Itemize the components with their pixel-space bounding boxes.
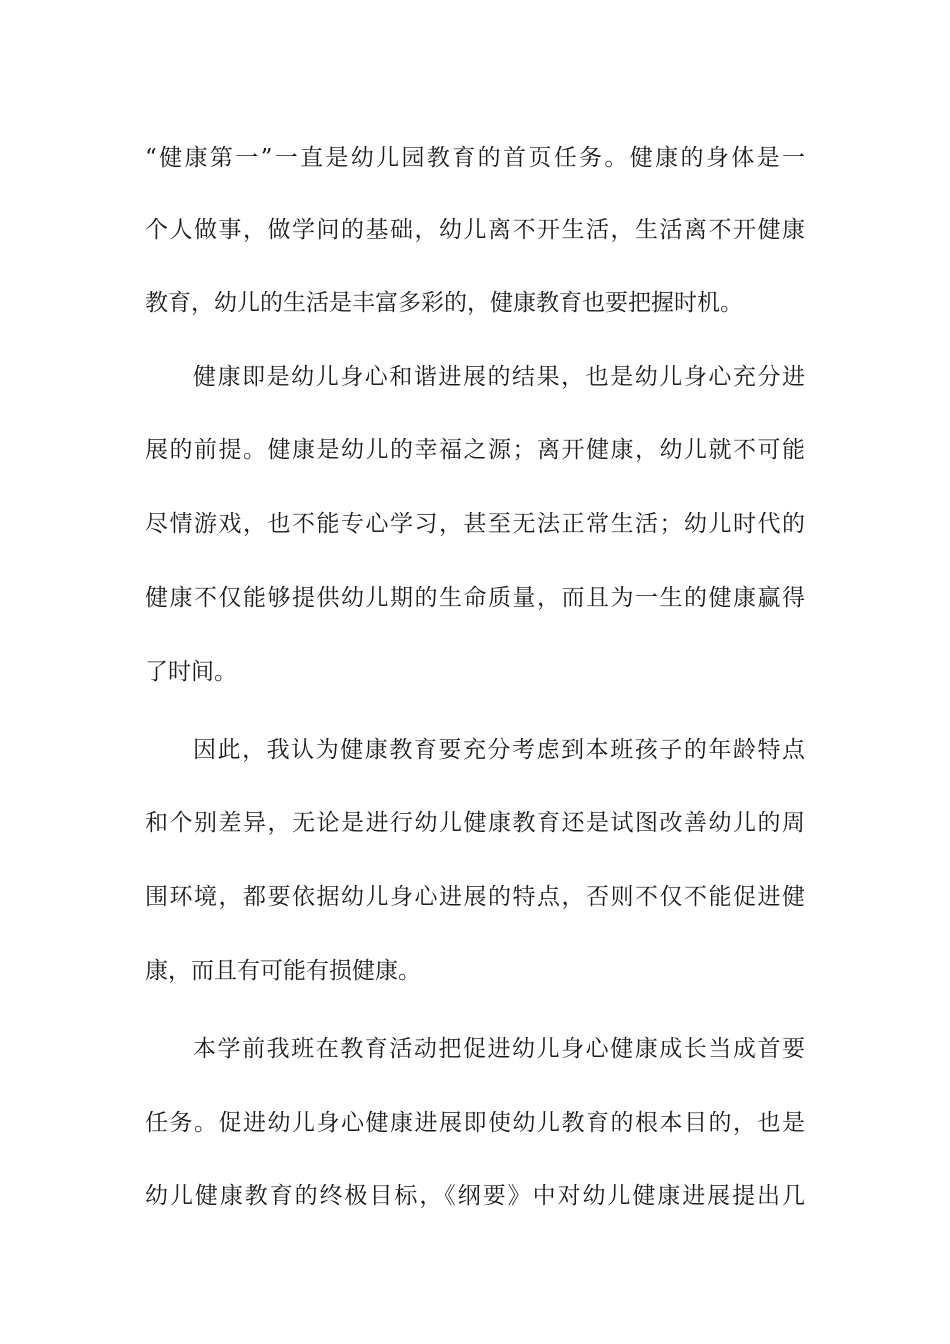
paragraph-1-line-1: “健康第一”一直是幼儿园教育的首页任务。健康的身体是一 — [145, 145, 805, 171]
paragraph-2-line-2: 展的前提。健康是幼儿的幸福之源；离开健康，幼儿就不可能 — [145, 437, 805, 463]
paragraph-3-line-2: 和个别差异，无论是进行幼儿健康教育还是试图改善幼儿的周 — [145, 810, 805, 836]
paragraph-2-line-1: 健康即是幼儿身心和谐进展的结果，也是幼儿身心充分进 — [193, 364, 805, 390]
paragraph-4-line-3: 幼儿健康教育的终极目标，《纲要》中对幼儿健康进展提出几 — [145, 1183, 805, 1209]
paragraph-3-line-3: 围环境，都要依据幼儿身心进展的特点，否则不仅不能促进健 — [145, 884, 805, 910]
paragraph-2-line-5: 了时间。 — [145, 659, 237, 685]
paragraph-3-line-4: 康，而且有可能有损健康。 — [145, 958, 421, 984]
paragraph-2-line-4: 健康不仅能够提供幼儿期的生命质量，而且为一生的健康赢得 — [145, 585, 805, 611]
paragraph-4-line-2: 任务。促进幼儿身心健康进展即使幼儿教育的根本目的，也是 — [145, 1110, 805, 1136]
paragraph-3-line-1: 因此，我认为健康教育要充分考虑到本班孩子的年龄特点 — [193, 737, 805, 763]
paragraph-1-line-2: 个人做事，做学问的基础，幼儿离不开生活，生活离不开健康 — [145, 217, 805, 243]
paragraph-4-line-1: 本学前我班在教育活动把促进幼儿身心健康成长当成首要 — [193, 1036, 805, 1062]
paragraph-1-line-3: 教育，幼儿的生活是丰富多彩的，健康教育也要把握时机。 — [145, 290, 743, 316]
paragraph-2-line-3: 尽情游戏，也不能专心学习，甚至无法正常生活；幼儿时代的 — [145, 511, 805, 537]
